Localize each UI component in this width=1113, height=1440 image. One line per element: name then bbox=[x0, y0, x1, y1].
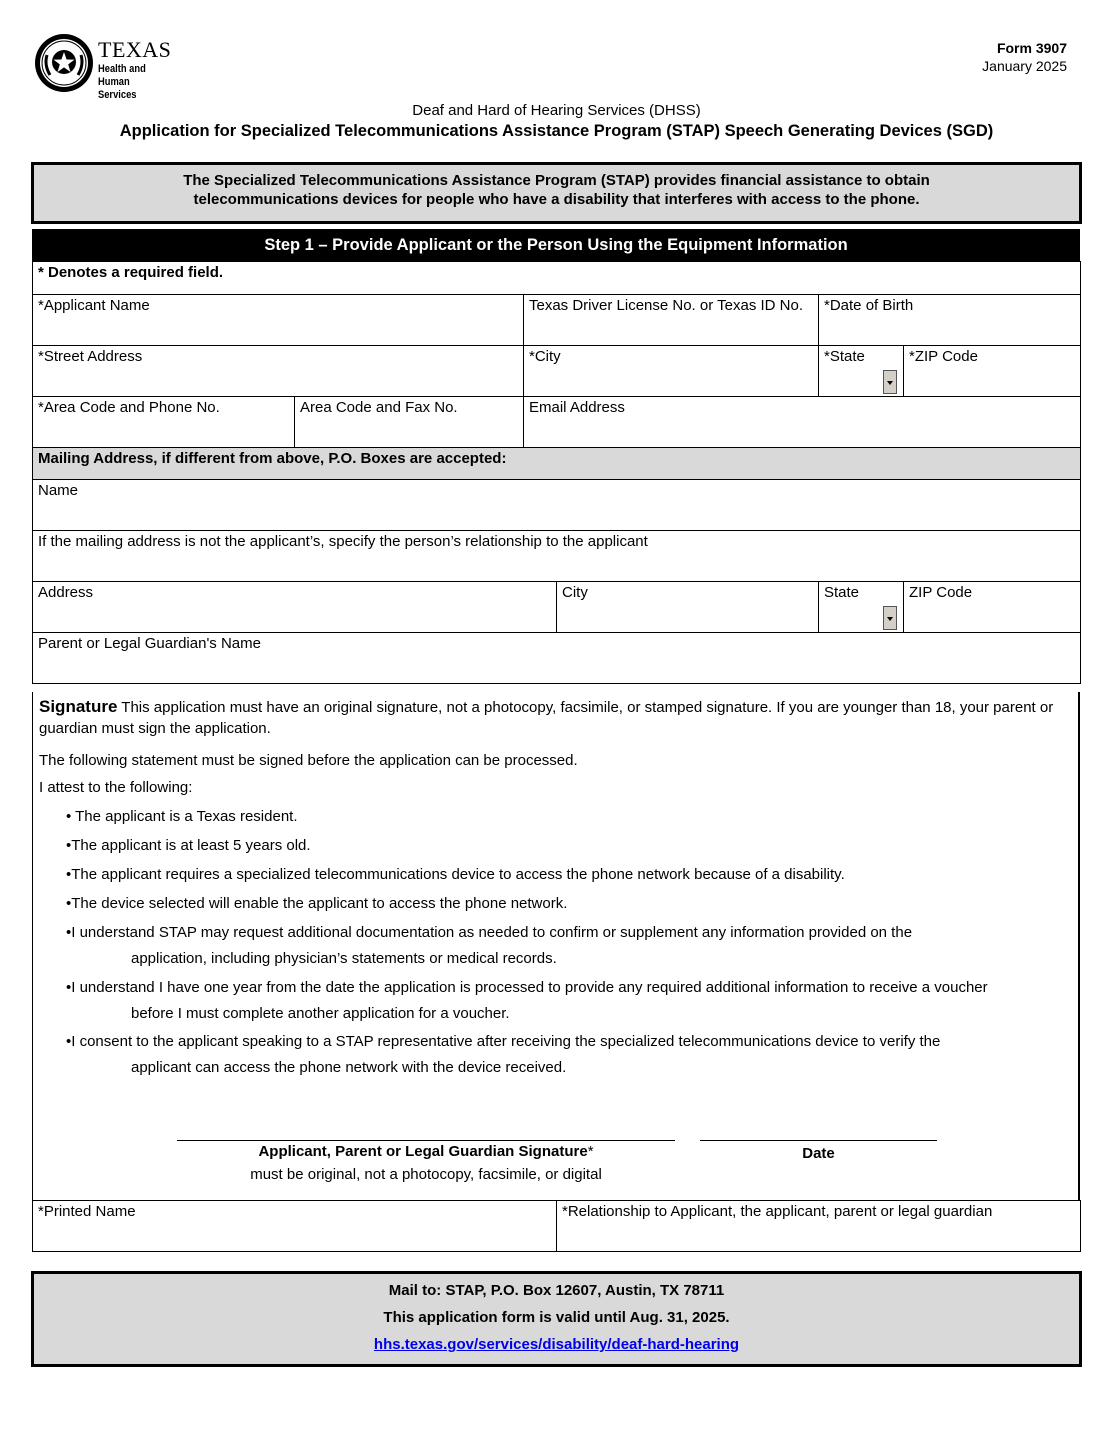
signature-sublabel: must be original, not a photocopy, facsimile, or digital bbox=[250, 1166, 602, 1183]
mailing-relationship-field[interactable]: If the mailing address is not the applicant’s, specify the person’s relationship to the applicant bbox=[33, 531, 1081, 582]
mail-to: Mail to: STAP, P.O. Box 12607, Austin, TX 78711 bbox=[388, 1282, 725, 1299]
page-title: Application for Specialized Telecommunications Assistance Program (STAP) Speech Generating Devices (SGD) bbox=[119, 122, 994, 140]
city-field[interactable]: *City bbox=[524, 346, 819, 397]
signature-intro: Signature This application must have an original signature, not a photocopy, facsimile, or stamped signature. If you are younger than 18, your parent or guardian must sign the application. bbox=[39, 697, 1054, 737]
date-of-birth-field[interactable]: *Date of Birth bbox=[819, 295, 1081, 346]
signature-heading: Signature bbox=[39, 697, 118, 716]
attest-item: • The applicant is a Texas resident. bbox=[66, 808, 298, 825]
required-note: * Denotes a required field. bbox=[33, 262, 1081, 295]
signer-info-table bbox=[32, 1200, 1081, 1252]
attest-item: •The applicant requires a specialized telecommunications device to access the phone network because of a disability. bbox=[66, 866, 845, 883]
step1-section bbox=[32, 229, 1080, 684]
intro-box: The Specialized Telecommunications Assistance Program (STAP) provides financial assistance to obtain telecommunications devices for people who have a disability that interferes with access to the phone. bbox=[31, 162, 1082, 224]
form-date: January 2025 bbox=[982, 58, 1067, 74]
attest-item: •I consent to the applicant speaking to a STAP representative after receiving the specialized telecommunications device to verify the applicant can access the phone network with the device received. bbox=[66, 1033, 941, 1076]
form-info bbox=[982, 39, 1067, 75]
mailing-zip-field[interactable]: ZIP Code bbox=[904, 582, 1081, 633]
driver-license-field[interactable]: Texas Driver License No. or Texas ID No. bbox=[524, 295, 819, 346]
footer-box bbox=[31, 1271, 1082, 1367]
mailing-name-field[interactable]: Name bbox=[33, 480, 1081, 531]
dropdown-arrow-icon[interactable] bbox=[883, 606, 897, 630]
mailing-address-header: Mailing Address, if different from above, P.O. Boxes are accepted: bbox=[33, 448, 1081, 480]
date-label: Date bbox=[802, 1145, 835, 1162]
street-address-field[interactable]: *Street Address bbox=[33, 346, 524, 397]
relationship-field[interactable]: *Relationship to Applicant, the applicant, parent or legal guardian bbox=[557, 1201, 1081, 1252]
attest-item: •The applicant is at least 5 years old. bbox=[66, 837, 311, 854]
form-number: Form 3907 bbox=[996, 40, 1067, 56]
zip-code-field[interactable]: *ZIP Code bbox=[904, 346, 1081, 397]
applicant-info-table bbox=[32, 261, 1081, 684]
website-link[interactable]: hhs.texas.gov/services/disability/deaf-hard-hearing bbox=[373, 1336, 740, 1353]
hhs-logo bbox=[34, 33, 194, 101]
printed-name-field[interactable]: *Printed Name bbox=[33, 1201, 557, 1252]
signature-line[interactable] bbox=[177, 1140, 675, 1141]
email-field[interactable]: Email Address bbox=[524, 397, 1081, 448]
texas-seal-icon bbox=[34, 33, 94, 93]
signature-section bbox=[32, 692, 1080, 1200]
date-line[interactable] bbox=[700, 1140, 937, 1141]
signature-label: Applicant, Parent or Legal Guardian Signature* bbox=[258, 1143, 594, 1160]
dropdown-arrow-icon[interactable] bbox=[883, 370, 897, 394]
step1-header: Step 1 – Provide Applicant or the Person Using the Equipment Information bbox=[32, 229, 1080, 261]
logo-state-text: TEXAS bbox=[98, 37, 172, 62]
applicant-name-field[interactable]: *Applicant Name bbox=[33, 295, 524, 346]
state-select[interactable]: *State bbox=[819, 346, 904, 397]
guardian-name-field[interactable]: Parent or Legal Guardian's Name bbox=[33, 633, 1081, 684]
mailing-address-field[interactable]: Address bbox=[33, 582, 557, 633]
phone-field[interactable]: *Area Code and Phone No. bbox=[33, 397, 295, 448]
signature-statement: The following statement must be signed before the application can be processed. bbox=[39, 752, 578, 769]
department-name: Deaf and Hard of Hearing Services (DHSS) bbox=[412, 102, 701, 119]
mailing-city-field[interactable]: City bbox=[557, 582, 819, 633]
fax-field[interactable]: Area Code and Fax No. bbox=[295, 397, 524, 448]
valid-until: This application form is valid until Aug. 31, 2025. bbox=[383, 1309, 730, 1326]
attest-item: •The device selected will enable the applicant to access the phone network. bbox=[66, 895, 568, 912]
logo-agency-text: Health and Human Services bbox=[98, 63, 146, 101]
attest-item: •I understand STAP may request additional documentation as needed to confirm or supplement any information provided on the application, including physician’s statements or medical records. bbox=[66, 924, 913, 967]
attest-item: •I understand I have one year from the date the application is processed to provide any required additional information to receive a voucher before I must complete another application for a voucher. bbox=[66, 979, 988, 1022]
attest-label: I attest to the following: bbox=[39, 779, 193, 796]
mailing-state-select[interactable]: State bbox=[819, 582, 904, 633]
